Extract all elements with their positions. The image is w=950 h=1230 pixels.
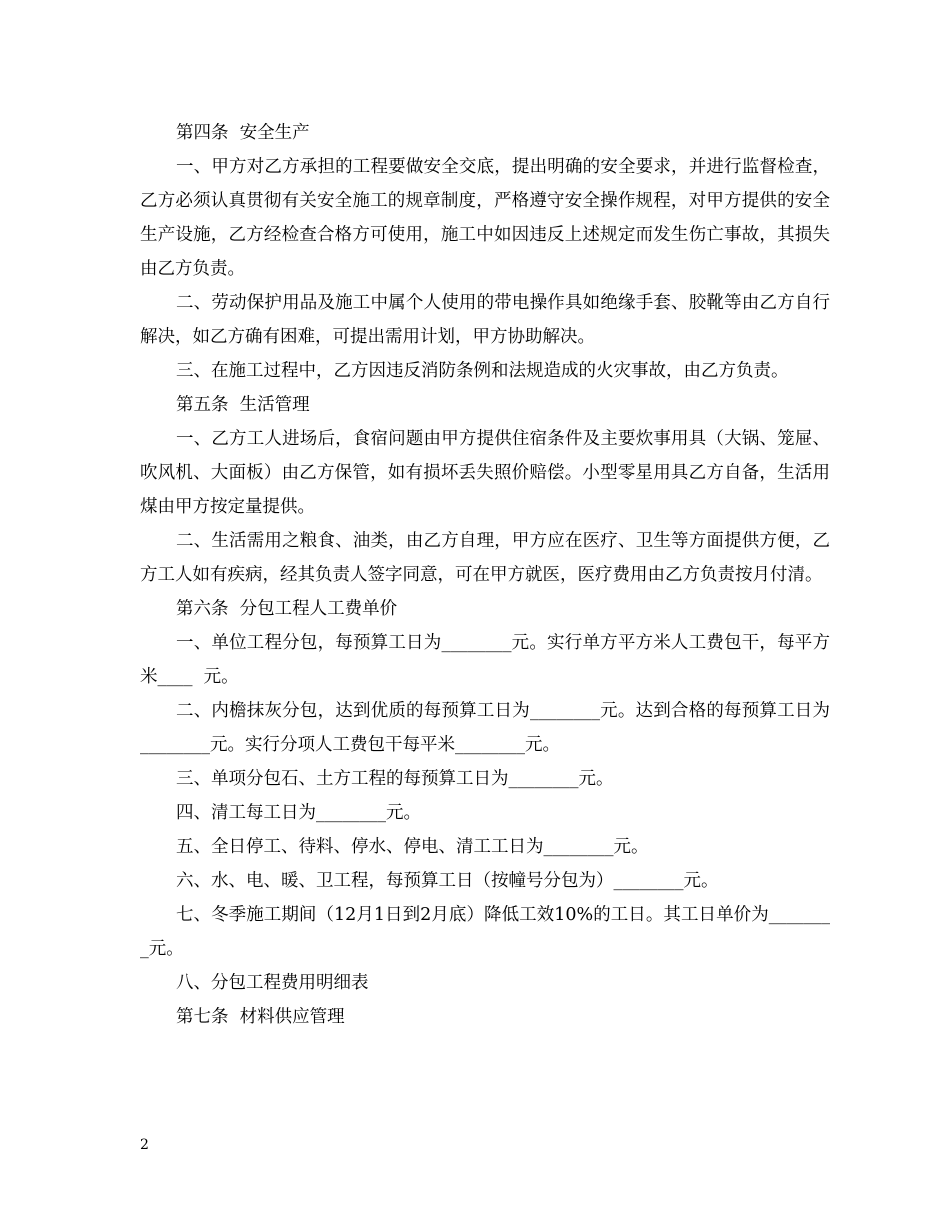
section-heading-article-7: 第七条 材料供应管理 [176, 1007, 345, 1027]
paragraph-6-8: 八、分包工程费用明细表 [176, 973, 369, 993]
paragraph-4-2: 二、劳动保护用品及施工中属个人使用的带电操作具如绝缘手套、胶靴等由乙方自行解决，如乙方确有困难，可提出需用计划，甲方协助解决。 [140, 293, 830, 347]
paragraph-6-4: 四、清工每工日为________元。 [176, 803, 421, 823]
paragraph-6-6: 六、水、电、暖、卫工程，每预算工日（按幢号分包为）________元。 [176, 871, 719, 891]
paragraph-6-3: 三、单项分包石、土方工程的每预算工日为________元。 [176, 769, 614, 789]
paragraph-5-1: 一、乙方工人进场后，食宿问题由甲方提供住宿条件及主要炊事用具（大锅、笼屉、吹风机、大面板）由乙方保管，如有损坏丢失照价赔偿。小型零星用具乙方自备，生活用煤由甲方按定量提供。 [140, 429, 830, 517]
section-heading-article-4: 第四条 安全生产 [176, 123, 310, 143]
paragraph-4-3: 三、在施工过程中，乙方因违反消防条例和法规造成的火灾事故，由乙方负责。 [176, 361, 789, 381]
section-heading-article-6: 第六条 分包工程人工费单价 [176, 599, 398, 619]
paragraph-6-1: 一、单位工程分包，每预算工日为________元。实行单方平方米人工费包干，每平方米____ 元。 [140, 633, 830, 687]
paragraph-5-2: 二、生活需用之粮食、油类，由乙方自理，甲方应在医疗、卫生等方面提供方便，乙方工人如有疾病，经其负责人签字同意，可在甲方就医，医疗费用由乙方负责按月付清。 [140, 531, 830, 585]
paragraph-6-7: 七、冬季施工期间（12月1日到2月底）降低工效10%的工日。其工日单价为________元。 [140, 905, 830, 959]
document-body [140, 116, 830, 1034]
paragraph-6-2: 二、内檐抹灰分包，达到优质的每预算工日为________元。达到合格的每预算工日为________元。实行分项人工费包干每平米________元。 [140, 701, 830, 755]
paragraph-6-5: 五、全日停工、待料、停水、停电、清工工日为________元。 [176, 837, 649, 857]
paragraph-4-1: 一、甲方对乙方承担的工程要做安全交底，提出明确的安全要求，并进行监督检查，乙方必须认真贯彻有关安全施工的规章制度，严格遵守安全操作规程，对甲方提供的安全生产设施，乙方经检查合格方可使用，施工中如因违反上述规定而发生伤亡事故，其损失由乙方负责。 [140, 157, 830, 279]
section-heading-article-5: 第五条 生活管理 [176, 395, 310, 415]
page-number: 2 [140, 1137, 149, 1153]
